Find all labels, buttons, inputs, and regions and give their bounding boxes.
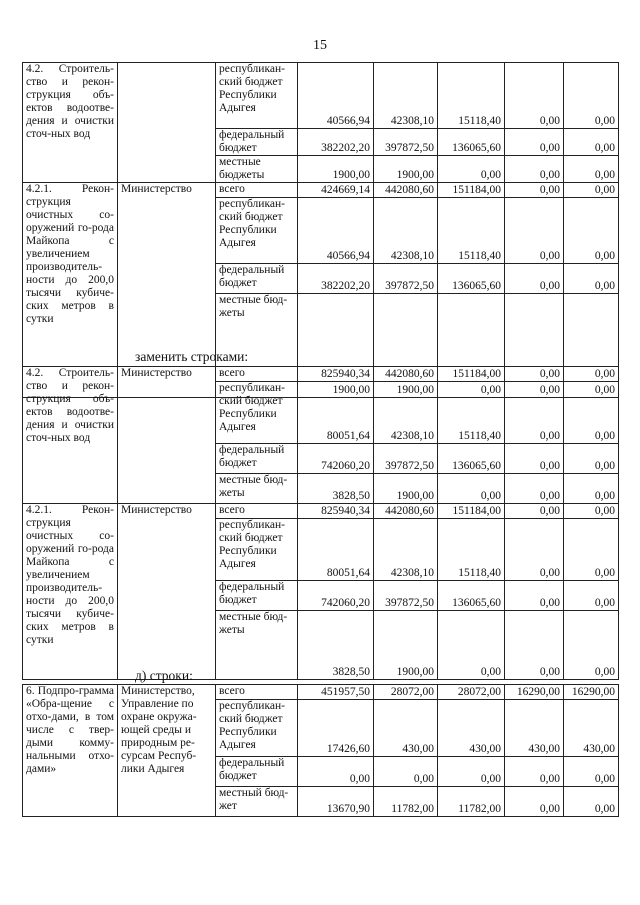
amount-cell: 11782,00 — [374, 787, 438, 817]
funding-source-label: республикан-ский бюджет Республики Адыгея — [216, 519, 298, 581]
section-d-label: д) строки: — [135, 668, 193, 683]
amount-cell: 3828,50 — [298, 611, 374, 680]
amount-cell: 825940,34 — [298, 367, 374, 382]
amount-cell: 0,00 — [505, 294, 564, 398]
measure-description: 4.2. Строитель-ство и рекон-струкция объ-ектов водоотве-дения и очистки сточ-ных вод — [23, 63, 118, 183]
amount-cell: 0,00 — [564, 444, 619, 474]
table-row — [23, 685, 619, 700]
funding-source-label: всего — [216, 183, 298, 198]
funding-source-label: местные бюд-жеты — [216, 474, 298, 504]
amount-cell: 742060,20 — [298, 444, 374, 474]
amount-cell: 0,00 — [505, 444, 564, 474]
table-row — [23, 367, 619, 382]
amount-cell: 442080,60 — [374, 367, 438, 382]
amount-cell: 40566,94 — [298, 63, 374, 129]
amount-cell: 0,00 — [564, 63, 619, 129]
amount-cell: 0,00 — [505, 581, 564, 611]
amount-cell: 151184,00 — [438, 367, 505, 382]
amount-cell: 397872,50 — [374, 129, 438, 156]
amount-cell: 0,00 — [505, 504, 564, 519]
amount-cell: 0,00 — [298, 757, 374, 787]
table-replacement-rows — [22, 366, 619, 680]
amount-cell: 136065,60 — [438, 581, 505, 611]
amount-cell: 42308,10 — [374, 198, 438, 264]
amount-cell: 0,00 — [564, 129, 619, 156]
table-subprogram-rows — [22, 684, 619, 817]
amount-cell: 80051,64 — [298, 519, 374, 581]
funding-source-label: федеральный бюджет — [216, 444, 298, 474]
table-row — [23, 183, 619, 198]
funding-source-label: местный бюд-жет — [216, 787, 298, 817]
funding-source-label: всего — [216, 685, 298, 700]
amount-cell: 0,00 — [564, 504, 619, 519]
amount-cell: 0,00 — [564, 183, 619, 198]
amount-cell: 136065,60 — [438, 129, 505, 156]
amount-cell: 451957,50 — [298, 685, 374, 700]
amount-cell: 430,00 — [564, 700, 619, 757]
amount-cell: 11782,00 — [438, 787, 505, 817]
amount-cell: 42308,10 — [374, 519, 438, 581]
amount-cell: 382202,20 — [298, 129, 374, 156]
amount-cell: 424669,14 — [298, 183, 374, 198]
amount-cell: 825940,34 — [298, 504, 374, 519]
amount-cell: 16290,00 — [505, 685, 564, 700]
amount-cell: 0,00 — [438, 757, 505, 787]
replace-label: заменить строками: — [135, 349, 249, 364]
amount-cell: 42308,10 — [374, 63, 438, 129]
funding-source-label: федеральный бюджет — [216, 264, 298, 294]
executor-cell: Министерство — [118, 183, 216, 398]
amount-cell: 1900,00 — [374, 294, 438, 398]
amount-cell: 0,00 — [505, 787, 564, 817]
amount-cell: 136065,60 — [438, 444, 505, 474]
amount-cell: 136065,60 — [438, 264, 505, 294]
executor-cell — [118, 63, 216, 183]
page-number: 15 — [313, 38, 327, 53]
amount-cell: 430,00 — [505, 700, 564, 757]
funding-source-label: республикан-ский бюджет Республики Адыгея — [216, 700, 298, 757]
amount-cell: 0,00 — [564, 474, 619, 504]
funding-source-label: федеральный бюджет — [216, 581, 298, 611]
amount-cell: 0,00 — [564, 757, 619, 787]
amount-cell: 0,00 — [564, 581, 619, 611]
amount-cell: 0,00 — [564, 611, 619, 680]
amount-cell: 16290,00 — [564, 685, 619, 700]
amount-cell: 80051,64 — [298, 382, 374, 444]
amount-cell: 442080,60 — [374, 183, 438, 198]
amount-cell: 1900,00 — [298, 156, 374, 183]
amount-cell: 0,00 — [505, 156, 564, 183]
executor-cell: Министерство, Управление по охране окружа-ющей среды и природным ре-сурсам Респуб-лики Адыгея — [118, 685, 216, 817]
table-row — [23, 504, 619, 519]
amount-cell: 1900,00 — [374, 474, 438, 504]
funding-source-label: местные бюджеты — [216, 156, 298, 183]
amount-cell: 0,00 — [438, 611, 505, 680]
amount-cell: 0,00 — [505, 183, 564, 198]
amount-cell: 13670,90 — [298, 787, 374, 817]
measure-description: 6. Подпро-грамма «Обра-щение с отхо-дами, в том числе с твер-дыми комму-нальными отхо-дами» — [23, 685, 118, 817]
funding-source-label: всего — [216, 367, 298, 382]
funding-source-label: республикан-ский бюджет Республики Адыгея — [216, 198, 298, 264]
amount-cell: 0,00 — [438, 156, 505, 183]
amount-cell: 28072,00 — [374, 685, 438, 700]
amount-cell: 0,00 — [438, 474, 505, 504]
amount-cell: 15118,40 — [438, 382, 505, 444]
amount-cell: 0,00 — [374, 757, 438, 787]
amount-cell: 442080,60 — [374, 504, 438, 519]
amount-cell: 40566,94 — [298, 198, 374, 264]
amount-cell: 0,00 — [564, 294, 619, 398]
amount-cell: 0,00 — [564, 519, 619, 581]
amount-cell: 430,00 — [438, 700, 505, 757]
amount-cell: 742060,20 — [298, 581, 374, 611]
amount-cell: 382202,20 — [298, 264, 374, 294]
table-row — [23, 63, 619, 129]
amount-cell: 151184,00 — [438, 183, 505, 198]
amount-cell: 397872,50 — [374, 444, 438, 474]
funding-source-label: федеральный бюджет — [216, 757, 298, 787]
amount-cell: 0,00 — [505, 757, 564, 787]
amount-cell: 0,00 — [564, 367, 619, 382]
amount-cell: 1900,00 — [298, 294, 374, 398]
funding-source-label: республикан-ский бюджет Республики Адыгея — [216, 63, 298, 129]
measure-description: 4.2.1. Рекон-струкция очистных со-оружений го-рода Майкопа с увеличением производитель-ности до 200,0 тысячи кубиче-ских метров в сутки — [23, 183, 118, 398]
amount-cell: 0,00 — [505, 129, 564, 156]
funding-source-label: федеральный бюджет — [216, 129, 298, 156]
amount-cell: 0,00 — [505, 63, 564, 129]
amount-cell: 1900,00 — [374, 611, 438, 680]
amount-cell: 0,00 — [564, 382, 619, 444]
amount-cell: 15118,40 — [438, 519, 505, 581]
amount-cell: 0,00 — [564, 264, 619, 294]
amount-cell: 0,00 — [505, 519, 564, 581]
funding-source-label: местные бюд-жеты — [216, 611, 298, 680]
amount-cell: 0,00 — [505, 264, 564, 294]
amount-cell: 0,00 — [505, 611, 564, 680]
amount-cell: 0,00 — [438, 294, 505, 398]
executor-cell: Министерство — [118, 504, 216, 680]
funding-source-label: всего — [216, 504, 298, 519]
amount-cell: 1900,00 — [374, 156, 438, 183]
amount-cell: 0,00 — [564, 156, 619, 183]
amount-cell: 15118,40 — [438, 63, 505, 129]
measure-description: 4.2.1. Рекон-струкция очистных со-оружений го-рода Майкопа с увеличением производитель-ности до 200,0 тысячи кубиче-ских метров в сутки — [23, 504, 118, 680]
amount-cell: 17426,60 — [298, 700, 374, 757]
amount-cell: 151184,00 — [438, 504, 505, 519]
table-original-rows — [22, 62, 619, 398]
executor-cell: Министерство — [118, 367, 216, 504]
amount-cell: 15118,40 — [438, 198, 505, 264]
measure-description: 4.2. Строитель-ство и рекон-струкция объ-ектов водоотве-дения и очистки сточ-ных вод — [23, 367, 118, 504]
funding-source-label: местные бюд-жеты — [216, 294, 298, 398]
amount-cell: 430,00 — [374, 700, 438, 757]
amount-cell: 0,00 — [505, 474, 564, 504]
amount-cell: 0,00 — [564, 787, 619, 817]
amount-cell: 0,00 — [505, 367, 564, 382]
amount-cell: 0,00 — [505, 198, 564, 264]
amount-cell: 3828,50 — [298, 474, 374, 504]
amount-cell: 0,00 — [564, 198, 619, 264]
funding-source-label: республикан-ский бюджет Республики Адыгея — [216, 382, 298, 444]
amount-cell: 397872,50 — [374, 581, 438, 611]
amount-cell: 0,00 — [505, 382, 564, 444]
amount-cell: 397872,50 — [374, 264, 438, 294]
amount-cell: 42308,10 — [374, 382, 438, 444]
amount-cell: 28072,00 — [438, 685, 505, 700]
